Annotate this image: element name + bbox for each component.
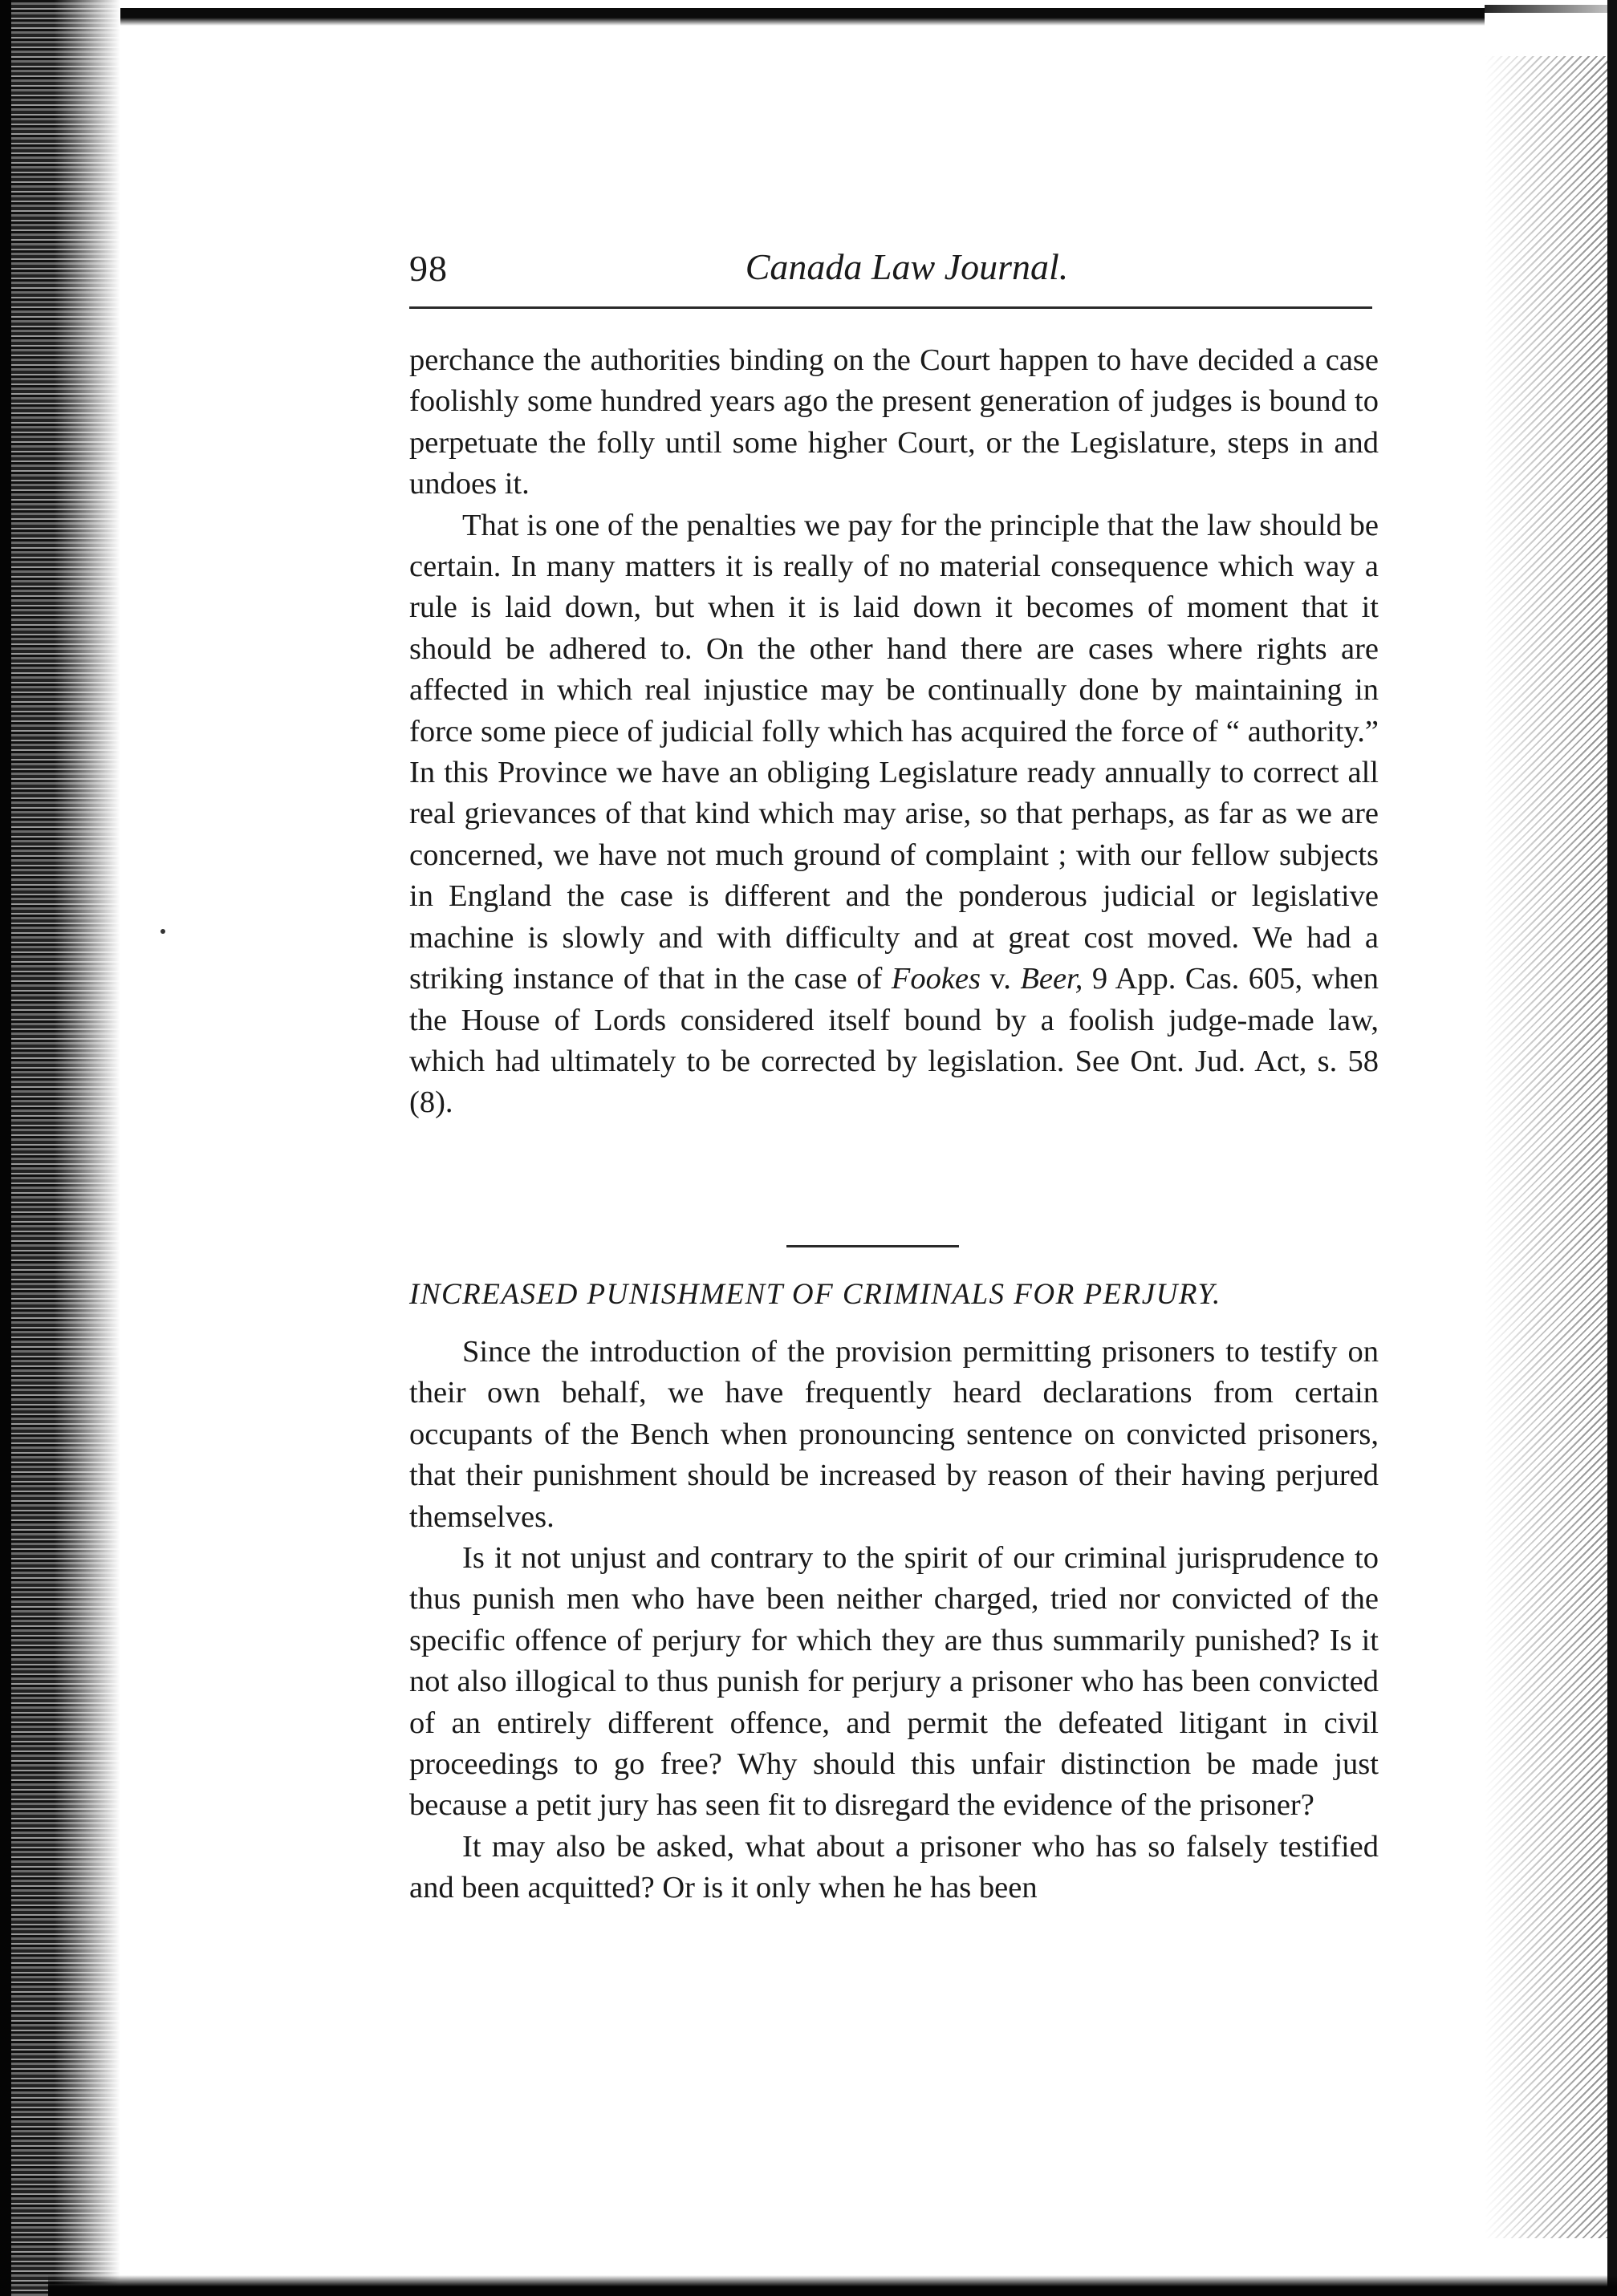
header-rule (409, 306, 1372, 309)
case-name-defendant: Beer, (1020, 962, 1083, 996)
paragraph: Is it not unjust and contrary to the spirit of our criminal jurisprudence to thus punish men who have been neither charged, tried nor convicted of the specific offence of perjury for which they are thus summarily punished? Is it not also illogical to thus punish for perjury a prisoner who has been convicted of an entirely different offence, and permit the defeated litigant in civil proceedings to go free? Why should this unfair distinction be made just because a petit jury has seen fit to disregard the evidence of the prisoner? (409, 1541, 1379, 1823)
case-versus: v. (980, 962, 1021, 996)
case-citation-tail: 9 App. Cas. 605, when the House of Lords considered itself bound by a foolish judge-made law, which had ultimately to be corrected by legislation. See Ont. Jud. Act, s. 58 (8). (409, 962, 1379, 1120)
page-header (409, 241, 1372, 305)
top-scan-border-tail (1485, 5, 1617, 13)
right-page-edge (1485, 56, 1617, 2238)
running-title: Canada Law Journal. (745, 246, 1069, 287)
scan-speck (160, 929, 165, 934)
left-binding-edge (0, 0, 120, 2296)
paragraph-text: That is one of the penalties we pay for the principle that the law should be certain. In many matters it is really of no material consequence which way a rule is laid down, but when it is laid down it becomes of moment that it should be adhered to. On the other hand there are cases where rights are affected in which real injustice may be continually done by maintaining in force some piece of judicial folly which has acquired the force of “ authority.” In this Province we have an obliging Legislature ready annually to correct all real grievances of that kind which may arise, so that perhaps, as far as we are concerned, we have not much ground of complaint ; with our fellow subjects in England the case is different and the ponderous judicial or legislative machine is slowly and with difficulty and at great cost moved. We had a striking instance of that in the case of (409, 508, 1379, 996)
bottom-scan-border (48, 2275, 1617, 2296)
case-name-plaintiff: Fookes (891, 962, 981, 996)
section-body (409, 1332, 1379, 1909)
page-number: 98 (409, 248, 448, 289)
section-divider (786, 1245, 959, 1247)
top-scan-border (120, 8, 1485, 26)
paragraph: perchance the authorities binding on the Court happen to have decided a case foolishly some hundred years ago the present generation of judges is bound to perpetuate the folly until some higher Court, or the Legislature, steps in and undoes it. (409, 343, 1379, 501)
article-continued (409, 340, 1379, 1124)
right-scan-border (1607, 0, 1617, 2296)
paragraph: Since the introduction of the provision permitting prisoners to testify on their own behalf, we have frequently heard declarations from certain occupants of the Bench when pronouncing sentence on convicted prisoners, that their punishment should be increased by reason of their having perjured themselves. (409, 1335, 1379, 1534)
paragraph: It may also be asked, what about a prisoner who has so falsely testified and been acquitted? Or is it only when he has been (409, 1829, 1379, 1905)
section-heading: INCREASED PUNISHMENT OF CRIMINALS FOR PERJURY. (409, 1278, 1221, 1311)
left-scan-border (0, 0, 11, 2296)
paragraph (409, 505, 1379, 1124)
